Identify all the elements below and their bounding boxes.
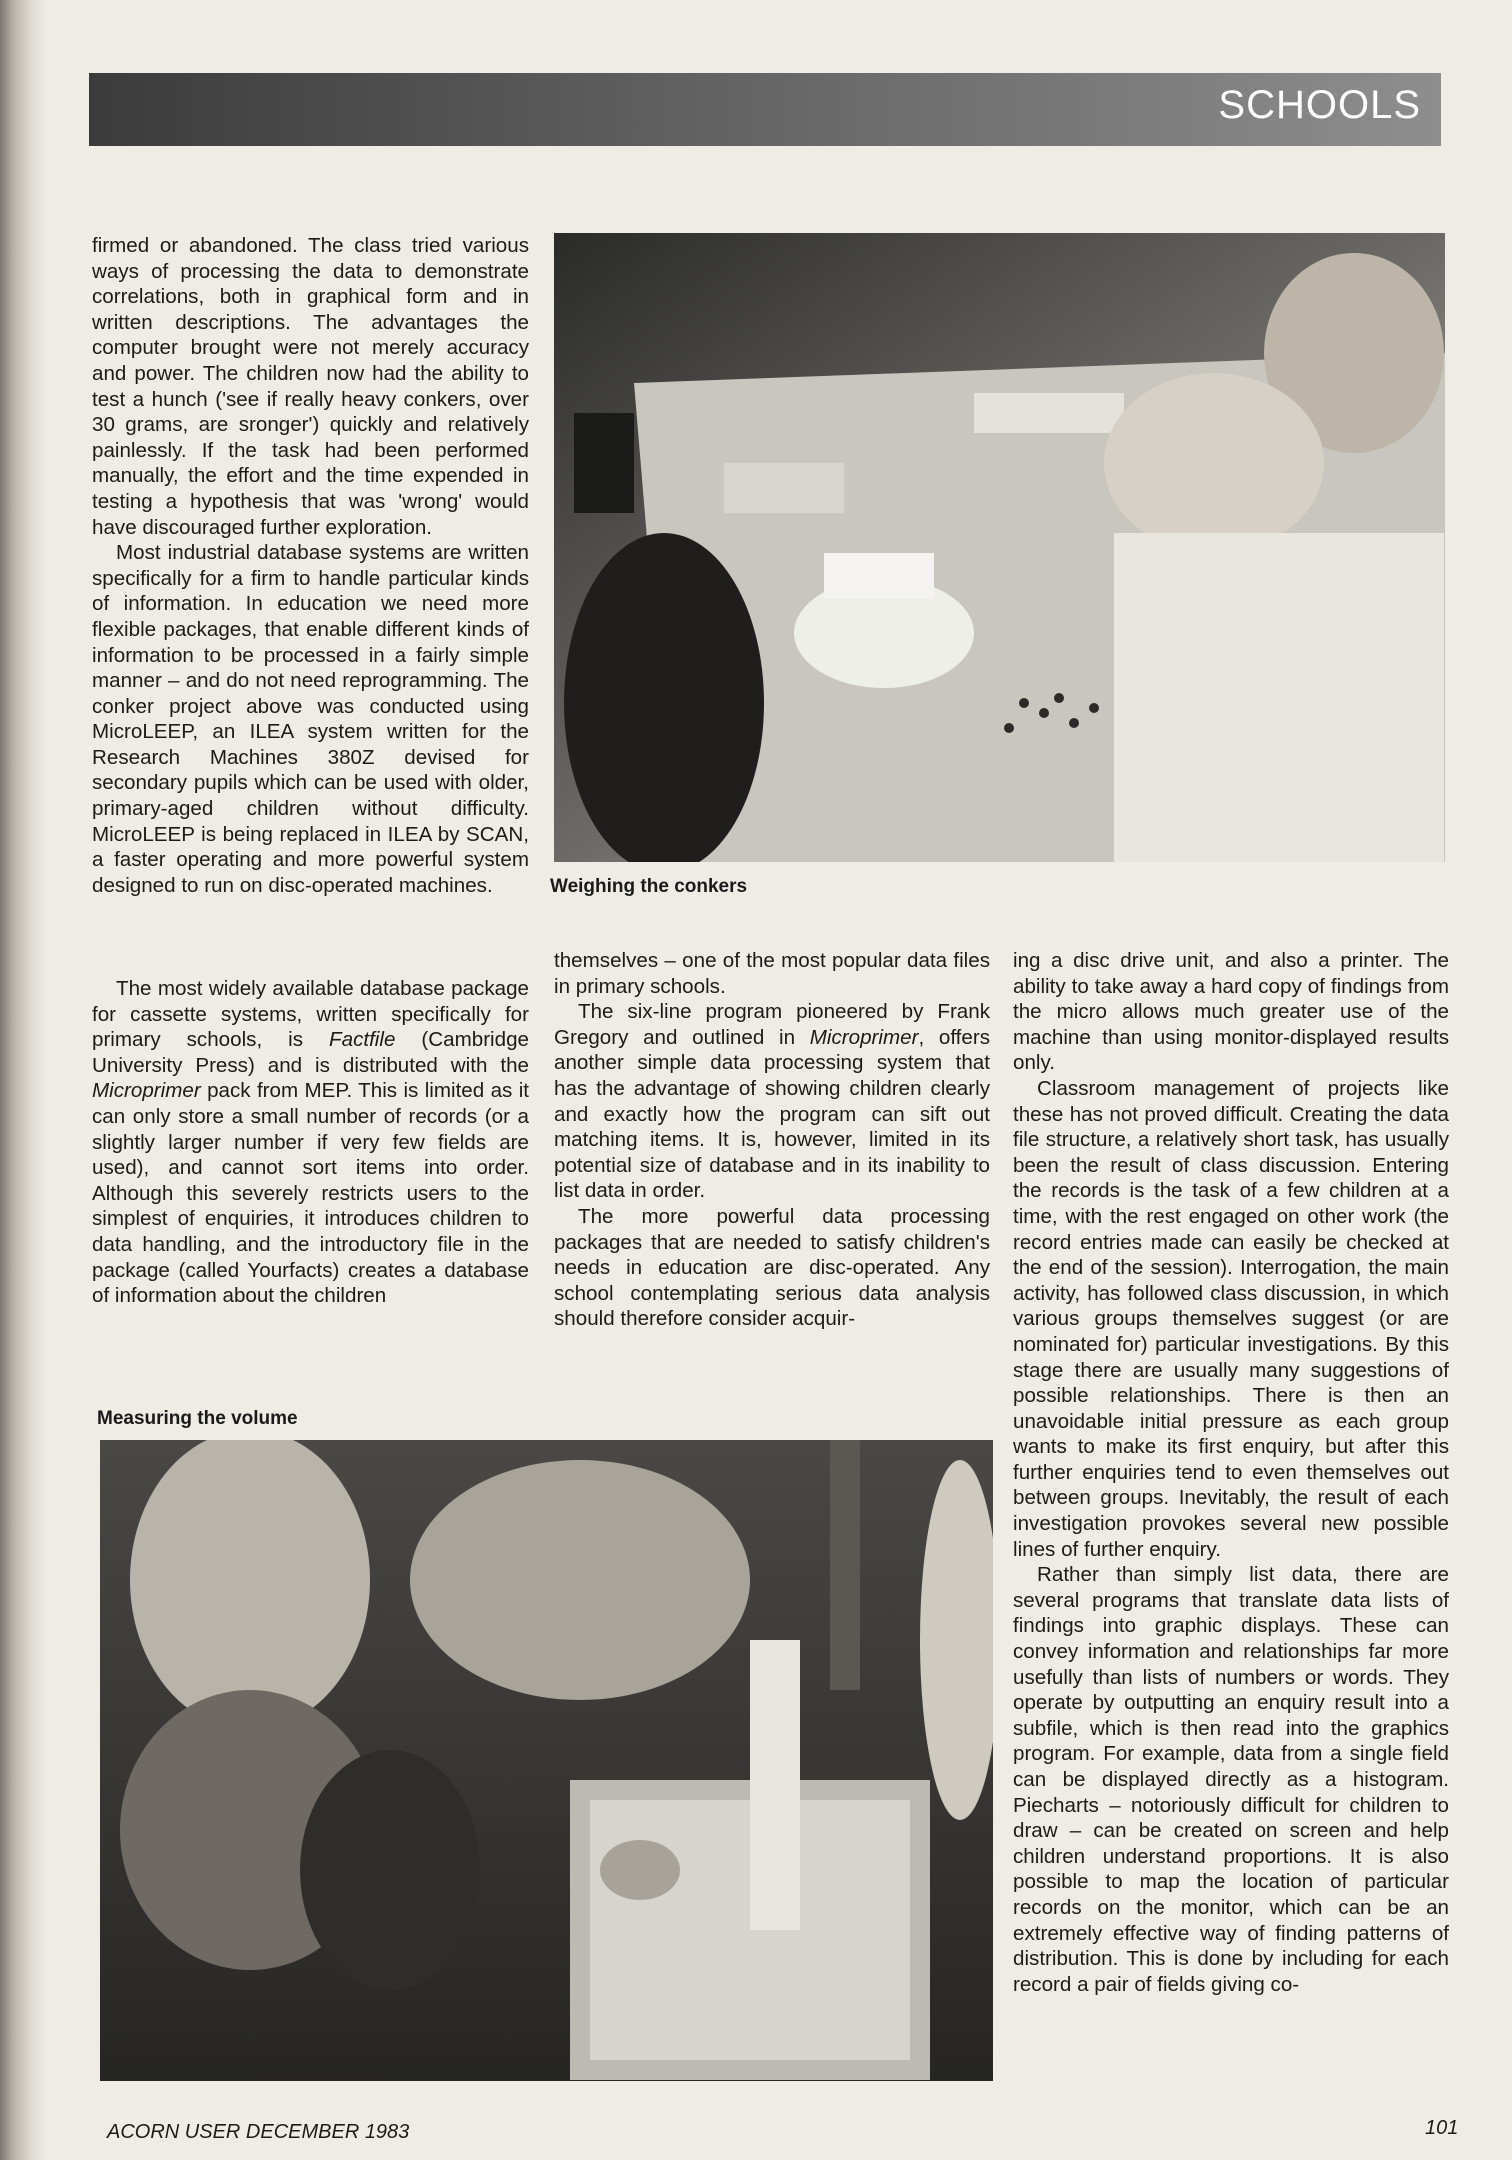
photo-measuring-volume xyxy=(100,1440,993,2081)
paragraph: ing a disc drive unit, and also a printer. The ability to take away a hard copy of findings from the micro allows much greater use of the machine than using monitor-displayed results only. xyxy=(1013,949,1449,1075)
photo-caption: Measuring the volume xyxy=(97,1408,298,1429)
title-microprimer: Microprimer xyxy=(92,1079,201,1103)
page-number: 101 xyxy=(1425,2117,1459,2139)
photo-weighing-conkers-image xyxy=(554,233,1445,862)
section-header-bar xyxy=(89,73,1441,146)
title-microprimer: Microprimer xyxy=(809,1025,919,1049)
paragraph: firmed or abandoned. The class tried various ways of processing the data to demonstrate correlations, both in graphical form and in written descriptions. The advantages the computer brought were not merely accuracy and power. The children now had the ability to test a hunch ('see if really heavy conkers, over 30 grams, are sronger') quickly and relatively painlessly. If the task had been performed manually, the effort and the time expended in testing a hypothesis that was 'wrong' would have discouraged further exploration. xyxy=(92,234,529,539)
article-column-3 xyxy=(1013,948,1449,1997)
title-factfile: Factfile xyxy=(329,1028,396,1052)
article-column-1 xyxy=(92,233,529,898)
footer-magazine-title: ACORN USER DECEMBER 1983 xyxy=(107,2121,410,2143)
paragraph: The six-line program pioneered by Frank Gregory and outlined in Microprimer, offers another simple data processing system that has the advantage of showing children clearly and exactly how the program can sift out matching items. It is, however, limited in its potential size of database and in its inability to list data in order. xyxy=(554,1000,990,1203)
photo-weighing-conkers xyxy=(554,233,1445,862)
article-column-1-continued xyxy=(92,976,529,1309)
photo-measuring-volume-image xyxy=(100,1440,993,2081)
section-title: SCHOOLS xyxy=(1218,83,1421,127)
paragraph: Rather than simply list data, there are several programs that translate data lists of findings into graphic displays. These can convey information and relationships far more usefully than lists of numbers or words. They operate by outputting an enquiry result into a subfile, which is then read into the graphics program. For example, data from a single field can be displayed directly as a histogram. Piecharts – notoriously difficult for children to draw – can be created on screen and help children understand proportions. It is also possible to map the location of particular records on the monitor, which can be an extremely effective way of finding patterns of distribution. This is done by including for each record a pair of fields giving co- xyxy=(1013,1563,1449,1996)
paragraph: Classroom management of projects like these has not proved difficult. Creating the data file structure, a relatively short task, has usually been the result of class discussion. Entering the records is the task of a few children at a time, with the rest engaged on other work (the record entries made can easily be checked at the end of the session). Interrogation, the main activity, has followed class discussion, in which various groups themselves suggest (or are nominated for) particular investigations. By this stage there are usually many suggestions of possible relationships. There is then an unavoidable initial pressure as each group wants to make its first enquiry, but after this further enquiries tend to even themselves out between groups. Inevitably, the result of each investigation provokes several new possible lines of further enquiry. xyxy=(1013,1076,1449,1561)
article-column-2 xyxy=(554,948,990,1332)
paragraph: Most industrial database systems are written specifically for a firm to handle particular kinds of information. In education we need more flexible packages, that enable different kinds of information to be processed in a fairly simple manner – and do not need reprogramming. The conker project above was conducted using MicroLEEP, an ILEA system written for the Research Machines 380Z devised for secondary pupils which can be used with older, primary-aged children without difficulty. MicroLEEP is being replaced in ILEA by SCAN, a faster operating and more powerful system designed to run on disc-operated machines. xyxy=(92,541,529,897)
paragraph: The more powerful data processing packages that are needed to satisfy children's needs in education are disc-operated. Any school contemplating serious data analysis should therefore consider acquir- xyxy=(554,1204,990,1331)
photo-caption: Weighing the conkers xyxy=(550,876,748,897)
paragraph: themselves – one of the most popular data files in primary schools. xyxy=(554,949,990,998)
page-binding-edge xyxy=(0,0,46,2160)
paragraph: The most widely available database package for cassette systems, written specifically for primary schools, is Factfile (Cambridge University Press) and is distributed with the Microprimer pack from MEP. This is limited as it can only store a small number of records (or a slightly larger number if very few fields are used), and cannot sort items into order. Although this severely restricts users to the simplest of enquiries, it introduces children to data handling, and the introductory file in the package (called Yourfacts) creates a database of information about the children xyxy=(92,977,529,1308)
